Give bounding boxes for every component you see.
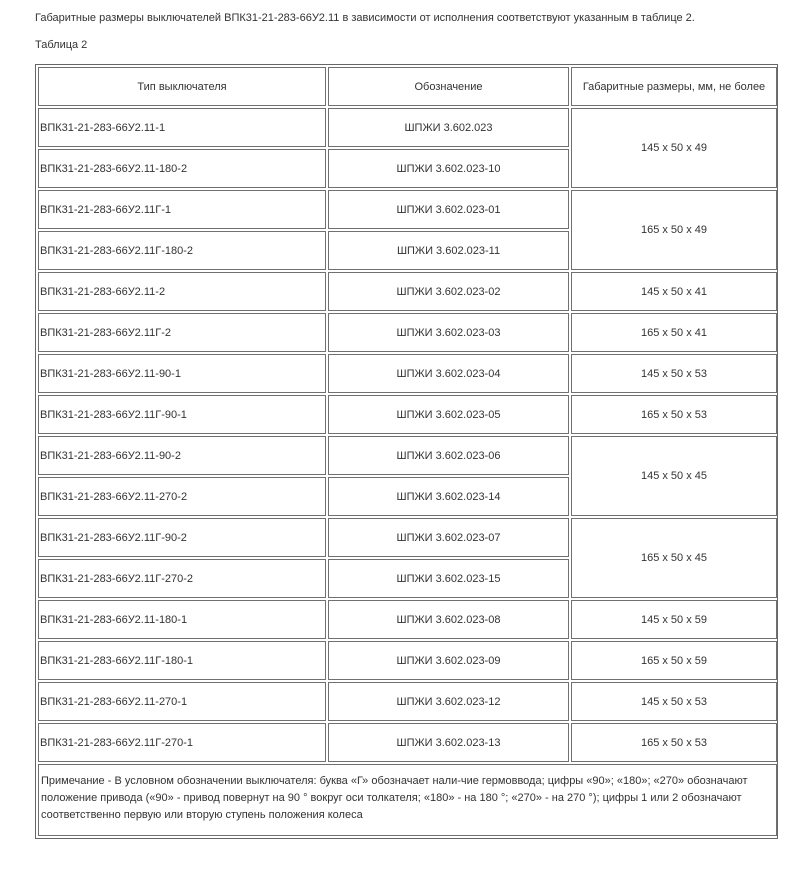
cell-size: 165 x 50 x 59 bbox=[571, 641, 777, 680]
table-row bbox=[38, 313, 777, 352]
cell-designation: ШПЖИ 3.602.023-10 bbox=[328, 149, 569, 188]
cell-designation: ШПЖИ 3.602.023-05 bbox=[328, 395, 569, 434]
cell-type: ВПК31-21-283-66У2.11-2 bbox=[38, 272, 326, 311]
cell-designation: ШПЖИ 3.602.023-12 bbox=[328, 682, 569, 721]
cell-size: 145 x 50 x 41 bbox=[571, 272, 777, 311]
cell-designation: ШПЖИ 3.602.023-15 bbox=[328, 559, 569, 598]
table-frame bbox=[35, 64, 778, 839]
table-row bbox=[38, 436, 777, 475]
cell-designation: ШПЖИ 3.602.023-13 bbox=[328, 723, 569, 762]
cell-designation: ШПЖИ 3.602.023-11 bbox=[328, 231, 569, 270]
cell-size: 165 x 50 x 53 bbox=[571, 723, 777, 762]
cell-type: ВПК31-21-283-66У2.11-180-2 bbox=[38, 149, 326, 188]
intro-paragraph: Габаритные размеры выключателей ВПК31-21-283-66У2.11 в зависимости от исполнения соответствуют указанным в таблице 2. bbox=[35, 12, 695, 24]
table-row bbox=[38, 354, 777, 393]
table-caption: Таблица 2 bbox=[35, 39, 88, 51]
table-row bbox=[38, 723, 777, 762]
cell-designation: ШПЖИ 3.602.023-07 bbox=[328, 518, 569, 557]
table-row bbox=[38, 600, 777, 639]
cell-size: 165 x 50 x 49 bbox=[571, 190, 777, 270]
cell-designation: ШПЖИ 3.602.023-01 bbox=[328, 190, 569, 229]
cell-type: ВПК31-21-283-66У2.11Г-270-2 bbox=[38, 559, 326, 598]
cell-type: ВПК31-21-283-66У2.11Г-2 bbox=[38, 313, 326, 352]
table-row bbox=[38, 108, 777, 147]
table-note-row bbox=[38, 764, 777, 836]
cell-type: ВПК31-21-283-66У2.11Г-1 bbox=[38, 190, 326, 229]
dimensions-table bbox=[36, 65, 779, 838]
cell-type: ВПК31-21-283-66У2.11Г-180-1 bbox=[38, 641, 326, 680]
cell-type: ВПК31-21-283-66У2.11Г-270-1 bbox=[38, 723, 326, 762]
cell-type: ВПК31-21-283-66У2.11Г-90-2 bbox=[38, 518, 326, 557]
cell-type: ВПК31-21-283-66У2.11-90-2 bbox=[38, 436, 326, 475]
cell-type: ВПК31-21-283-66У2.11-270-1 bbox=[38, 682, 326, 721]
table-note: Примечание - В условном обозначении выключателя: буква «Г» обозначает нали-чие гермоввода; цифры «90»; «180»; «270» обозначают положение привода («90» - привод повернут на 90 ° вокруг оси толкателя; «180» - на 180 °; «270» - на 270 °); цифры 1 или 2 обозначают соответственно первую или вторую ступень положения колеса bbox=[38, 764, 777, 836]
header-type: Тип выключателя bbox=[38, 67, 326, 106]
cell-designation: ШПЖИ 3.602.023 bbox=[328, 108, 569, 147]
cell-designation: ШПЖИ 3.602.023-04 bbox=[328, 354, 569, 393]
cell-designation: ШПЖИ 3.602.023-06 bbox=[328, 436, 569, 475]
cell-designation: ШПЖИ 3.602.023-08 bbox=[328, 600, 569, 639]
cell-size: 165 x 50 x 53 bbox=[571, 395, 777, 434]
cell-size: 145 x 50 x 45 bbox=[571, 436, 777, 516]
cell-size: 165 x 50 x 41 bbox=[571, 313, 777, 352]
table-row bbox=[38, 272, 777, 311]
table-row bbox=[38, 395, 777, 434]
header-size: Габаритные размеры, мм, не более bbox=[571, 67, 777, 106]
table-row bbox=[38, 641, 777, 680]
cell-type: ВПК31-21-283-66У2.11-90-1 bbox=[38, 354, 326, 393]
cell-size: 145 x 50 x 53 bbox=[571, 354, 777, 393]
cell-type: ВПК31-21-283-66У2.11Г-90-1 bbox=[38, 395, 326, 434]
cell-designation: ШПЖИ 3.602.023-03 bbox=[328, 313, 569, 352]
cell-size: 145 x 50 x 59 bbox=[571, 600, 777, 639]
cell-designation: ШПЖИ 3.602.023-02 bbox=[328, 272, 569, 311]
header-designation: Обозначение bbox=[328, 67, 569, 106]
cell-type: ВПК31-21-283-66У2.11-1 bbox=[38, 108, 326, 147]
cell-size: 145 x 50 x 49 bbox=[571, 108, 777, 188]
cell-designation: ШПЖИ 3.602.023-14 bbox=[328, 477, 569, 516]
cell-type: ВПК31-21-283-66У2.11Г-180-2 bbox=[38, 231, 326, 270]
cell-size: 165 x 50 x 45 bbox=[571, 518, 777, 598]
cell-type: ВПК31-21-283-66У2.11-270-2 bbox=[38, 477, 326, 516]
cell-size: 145 x 50 x 53 bbox=[571, 682, 777, 721]
cell-type: ВПК31-21-283-66У2.11-180-1 bbox=[38, 600, 326, 639]
table-row bbox=[38, 682, 777, 721]
table-row bbox=[38, 518, 777, 557]
table-header-row bbox=[38, 67, 777, 106]
cell-designation: ШПЖИ 3.602.023-09 bbox=[328, 641, 569, 680]
table-row bbox=[38, 190, 777, 229]
